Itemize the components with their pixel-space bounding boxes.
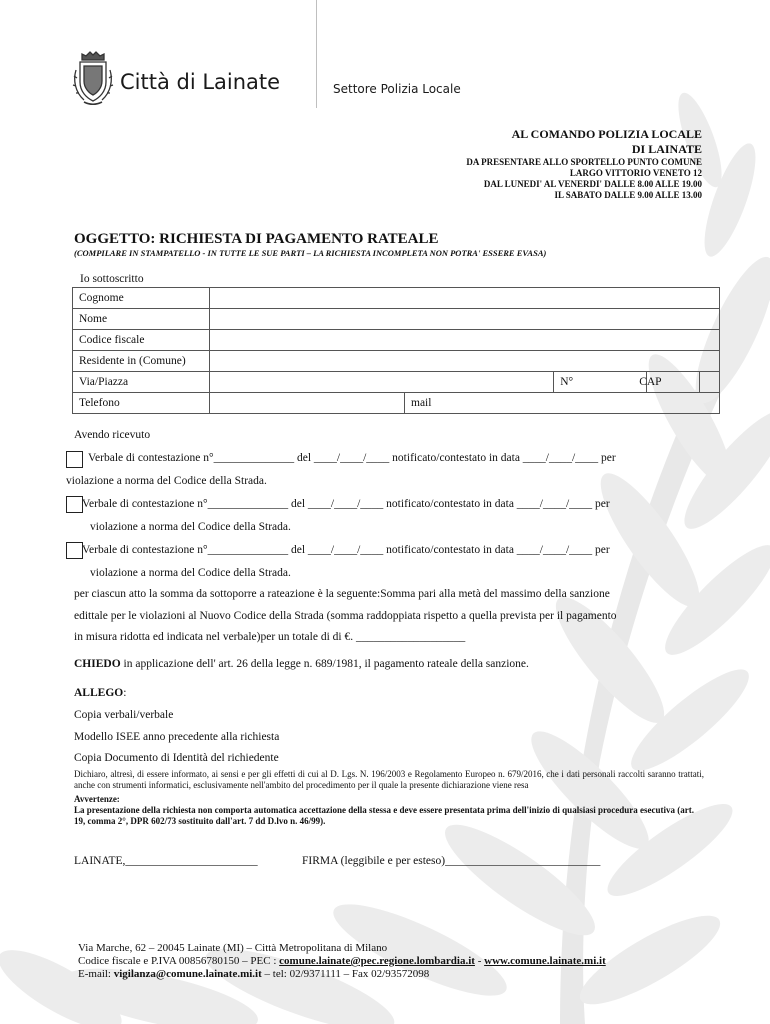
- paragraph-line-2: edittale per le violazioni al Nuovo Codice della Strada (somma raddoppiata rispetto a quella prevista per il pagamento: [74, 610, 617, 622]
- residente-label: Residente in (Comune): [73, 351, 210, 372]
- via-field[interactable]: [210, 372, 554, 393]
- allego-keyword: ALLEGO: [74, 687, 124, 699]
- subject-subtitle: (COMPILARE IN STAMPATELLO - IN TUTTE LE SUE PARTI – LA RICHIESTA INCOMPLETA NON POTRA' ESSERE EVASA): [74, 248, 547, 258]
- chiedo-keyword: CHIEDO: [74, 658, 121, 670]
- recipient-line-6: IL SABATO DALLE 9.00 ALLE 13.00: [554, 190, 702, 200]
- codice-fiscale-field[interactable]: [210, 330, 720, 351]
- avendo-ricevuto: Avendo ricevuto: [74, 429, 151, 441]
- cognome-label: Cognome: [73, 288, 210, 309]
- table-row: [73, 288, 720, 309]
- recipient-line-5: DAL LUNEDI' AL VENERDI' DALLE 8.00 ALLE 19.00: [483, 179, 702, 189]
- nome-field[interactable]: [210, 309, 720, 330]
- pec-link[interactable]: comune.lainate@pec.regione.lombardia.it: [279, 955, 475, 967]
- website-link[interactable]: www.comune.lainate.mi.it: [484, 955, 606, 967]
- privacy-declaration: Dichiaro, altresì, di essere informato, ai sensi e per gli effetti di cui al D. Lgs. N. 196/2003 e Regolamento Europeo n. 679/2016, che i dati personali raccolti saranno trattati, anche con strumenti informatici, esclusivamente nell'ambito del procedimento per il quale la presente dichiarazione viene resa: [74, 769, 704, 790]
- recipient-line-4: LARGO VITTORIO VENETO 12: [569, 168, 702, 178]
- verbale-1-continuation: violazione a norma del Codice della Strada.: [66, 475, 267, 487]
- avvertenze-text: La presentazione della richiesta non comporta automatica accettazione della stessa e deve essere presentata prima dell'inizio di qualsiasi procedura esecutiva (art. 19, comma 2°, DPR 602/73 sostituito dall'art. 7 dd D.lvo n. 46/99).: [74, 805, 695, 826]
- telefono-field[interactable]: [210, 393, 405, 414]
- verbale-1-text: Verbale di contestazione n°______________ del ____/____/____ notificato/contestato in data ____/____/____ per: [88, 452, 616, 464]
- recipient-line-3: DA PRESENTARE ALLO SPORTELLO PUNTO COMUNE: [466, 157, 702, 167]
- nome-label: Nome: [73, 309, 210, 330]
- subject-title: OGGETTO: RICHIESTA DI PAGAMENTO RATEALE: [74, 231, 439, 247]
- allegato-2: Modello ISEE anno precedente alla richiesta: [74, 731, 280, 743]
- codice-fiscale-label: Codice fiscale: [73, 330, 210, 351]
- recipient-line-2: DI LAINATE: [631, 142, 702, 156]
- personal-data-table: [72, 287, 720, 414]
- table-row: [73, 309, 720, 330]
- numero-label: N°: [560, 376, 574, 388]
- verbale-2-continuation: violazione a norma del Codice della Strada.: [90, 521, 291, 533]
- allegato-3: Copia Documento di Identità del richiedente: [74, 752, 279, 764]
- cap-label-cell: [639, 372, 700, 393]
- form-intro: Io sottoscritto: [80, 273, 144, 285]
- paragraph-line-1: per ciascun atto la somma da sottoporre a rateazione è la seguente:Somma pari alla metà del massimo della sanzione: [74, 588, 610, 600]
- verbale-2-text: Verbale di contestazione n°______________ del ____/____/____ notificato/contestato in data ____/____/____ per: [82, 498, 610, 510]
- lainate-coat-of-arms-logo: [72, 50, 114, 106]
- telefono-label: Telefono: [73, 393, 210, 414]
- table-row: [73, 372, 720, 393]
- via-label: Via/Piazza: [73, 372, 210, 393]
- city-name: Città di Lainate: [120, 70, 281, 94]
- footer-separator: -: [474, 955, 485, 967]
- recipient-line-1: AL COMANDO POLIZIA LOCALE: [511, 127, 702, 141]
- mail-cell[interactable]: [405, 393, 720, 414]
- allego-heading: [74, 687, 126, 699]
- numero-cell[interactable]: [554, 372, 647, 393]
- footer-fiscal: [78, 955, 606, 967]
- verbale-1-checkbox[interactable]: [66, 451, 83, 468]
- table-row: [73, 330, 720, 351]
- avvertenze-heading: Avvertenze:: [74, 794, 120, 804]
- place-date-line: LAINATE,_______________________: [74, 855, 258, 867]
- residente-field[interactable]: [210, 351, 720, 372]
- sector-name: Settore Polizia Locale: [333, 82, 461, 96]
- verbale-3-text: Verbale di contestazione n°______________ del ____/____/____ notificato/contestato in data ____/____/____ per: [82, 544, 610, 556]
- verbale-3-continuation: violazione a norma del Codice della Strada.: [90, 567, 291, 579]
- verbale-2-checkbox[interactable]: [66, 496, 83, 513]
- fiscal-prefix: Codice fiscale e P.IVA 00856780150 – PEC :: [78, 955, 280, 967]
- table-row: [73, 393, 720, 414]
- cognome-field[interactable]: [210, 288, 720, 309]
- chiedo-text: in applicazione dell' art. 26 della legge n. 689/1981, il pagamento rateale della sanzione.: [120, 658, 529, 670]
- footer-address: Via Marche, 62 – 20045 Lainate (MI) – Città Metropolitana di Milano: [78, 942, 388, 954]
- cap-label: CAP: [639, 376, 662, 388]
- mail-label: mail: [411, 397, 432, 409]
- signature-line: FIRMA (leggibile e per esteso)___________________________: [302, 855, 601, 867]
- footer-contacts: [78, 968, 429, 980]
- paragraph-line-3: in misura ridotta ed indicata nel verbale)per un totale di di €. ___________________: [74, 631, 466, 643]
- chiedo-paragraph: [74, 658, 529, 670]
- phone-fax: – tel: 02/9371111 – Fax 02/93572098: [261, 968, 430, 980]
- email-link[interactable]: vigilanza@comune.lainate.mi.it: [113, 968, 262, 980]
- email-prefix: E-mail:: [78, 968, 114, 980]
- verbale-3-checkbox[interactable]: [66, 542, 83, 559]
- cap-field[interactable]: [700, 372, 720, 393]
- allego-colon: :: [123, 687, 127, 699]
- table-row: [73, 351, 720, 372]
- header-divider: [316, 0, 317, 108]
- allegato-1: Copia verbali/verbale: [74, 709, 174, 721]
